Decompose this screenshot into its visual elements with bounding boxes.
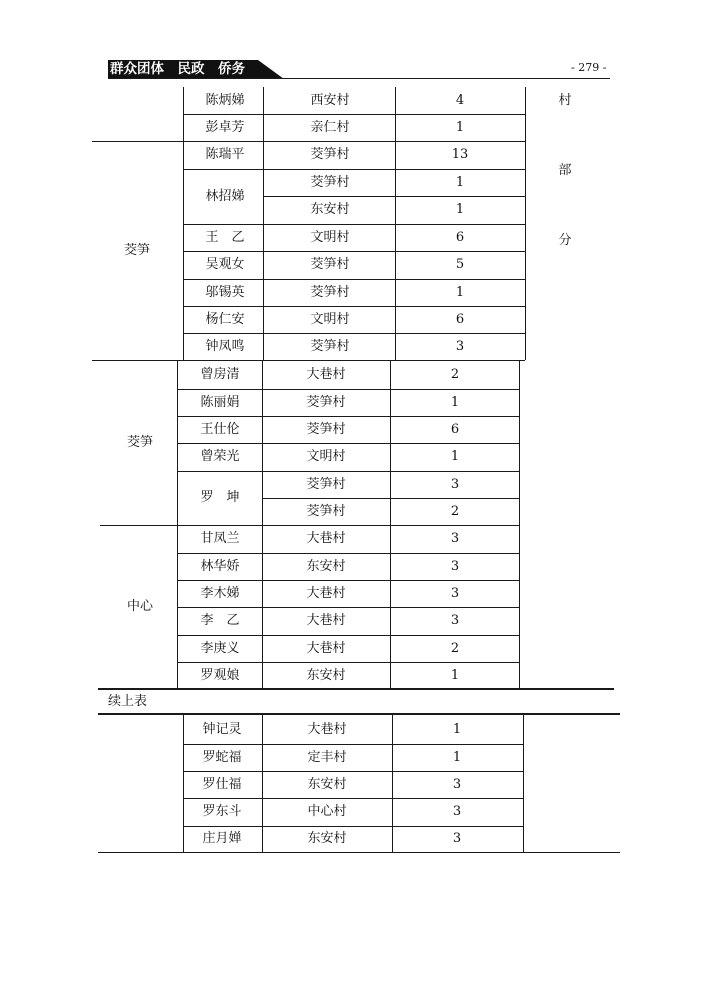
member-name: 李木娣 xyxy=(200,585,240,601)
member-name: 罗东斗 xyxy=(202,804,242,819)
village-name: 大巷村 xyxy=(306,531,346,546)
side-note-char: 村 xyxy=(558,93,572,108)
row-line xyxy=(183,114,525,115)
group-label: 中心 xyxy=(126,599,154,614)
village-name: 茭笋村 xyxy=(306,421,346,437)
member-count: 3 xyxy=(452,804,462,819)
member-name: 杨仁安 xyxy=(205,311,245,327)
village-name: 茭笋村 xyxy=(306,476,346,492)
row-line xyxy=(177,607,519,608)
village-name: 大巷村 xyxy=(306,367,346,382)
member-name: 庄月婵 xyxy=(202,831,242,846)
member-name: 曾荣光 xyxy=(200,449,240,464)
row-line xyxy=(183,251,525,252)
col-line-count-left xyxy=(392,715,393,852)
continued-table-top-rule xyxy=(98,713,620,715)
member-name: 罗 坤 xyxy=(200,490,240,505)
row-line xyxy=(177,635,519,636)
member-name: 罗蛇福 xyxy=(202,749,242,765)
member-count: 1 xyxy=(450,394,460,410)
village-name: 东安村 xyxy=(307,776,347,792)
member-count: 13 xyxy=(451,147,469,162)
village-name: 东安村 xyxy=(306,667,346,683)
member-count: 2 xyxy=(450,367,460,382)
village-name: 茭笋村 xyxy=(310,338,350,354)
village-name: 文明村 xyxy=(310,311,350,327)
member-count: 3 xyxy=(450,558,460,574)
member-name: 曾房清 xyxy=(200,367,240,382)
header-rule xyxy=(108,78,610,79)
village-name: 东安村 xyxy=(310,202,350,217)
village-name: 西安村 xyxy=(310,92,350,108)
col-line-count-right xyxy=(523,715,524,852)
village-name: 东安村 xyxy=(306,558,346,574)
member-name: 邬锡英 xyxy=(205,284,245,300)
row-line xyxy=(177,553,519,554)
col-line-name-left xyxy=(183,715,184,852)
member-count: 2 xyxy=(450,640,460,656)
member-count: 6 xyxy=(455,229,465,245)
member-name: 林招娣 xyxy=(205,188,245,204)
row-line xyxy=(183,169,525,170)
village-name: 茭笋村 xyxy=(310,147,350,162)
member-name: 李 乙 xyxy=(200,613,240,628)
group-divider-line xyxy=(100,525,177,526)
table-bottom-line xyxy=(92,360,525,361)
member-count: 1 xyxy=(455,119,465,135)
row-line xyxy=(183,771,523,772)
side-note-char: 部 xyxy=(558,163,572,178)
member-count: 6 xyxy=(455,311,465,327)
member-name: 甘凤兰 xyxy=(200,531,240,546)
village-name: 茭笋村 xyxy=(310,284,350,300)
table-bottom-rule xyxy=(98,688,614,690)
member-name: 彭卓芳 xyxy=(205,119,245,135)
row-line xyxy=(177,662,519,663)
member-count: 1 xyxy=(450,449,460,464)
member-name: 钟记灵 xyxy=(202,721,242,737)
page-number: - 279 - xyxy=(571,61,607,74)
village-name: 大巷村 xyxy=(306,640,346,656)
member-count: 3 xyxy=(450,476,460,492)
member-count: 1 xyxy=(455,174,465,190)
row-line xyxy=(177,525,519,526)
row-line xyxy=(263,196,525,197)
member-name: 王 乙 xyxy=(205,229,245,245)
member-count: 1 xyxy=(452,749,462,765)
village-name: 大巷村 xyxy=(306,585,346,601)
row-line xyxy=(183,333,525,334)
member-count: 1 xyxy=(455,284,465,300)
continued-table-bottom-rule xyxy=(98,852,620,853)
village-name: 亲仁村 xyxy=(310,119,350,135)
village-name: 东安村 xyxy=(307,831,347,846)
member-name: 陈瑞平 xyxy=(205,147,245,162)
member-name: 罗观娘 xyxy=(200,667,240,683)
member-count: 3 xyxy=(450,585,460,601)
village-name: 茭笋村 xyxy=(306,394,346,410)
member-name: 王仕伦 xyxy=(200,421,240,437)
member-count: 3 xyxy=(450,613,460,628)
header-section-title: 群众团体 民政 侨务 xyxy=(110,61,245,77)
row-line xyxy=(183,279,525,280)
row-line xyxy=(177,389,519,390)
row-line xyxy=(183,798,523,799)
side-note-char: 分 xyxy=(558,233,572,248)
continued-label: 续上表 xyxy=(108,694,148,709)
row-line xyxy=(177,580,519,581)
member-name: 李庚义 xyxy=(200,640,240,656)
village-name: 茭笋村 xyxy=(310,257,350,272)
group-label: 茭笋 xyxy=(123,242,151,258)
village-name: 茭笋村 xyxy=(310,174,350,190)
member-count: 2 xyxy=(450,503,460,519)
row-line xyxy=(183,306,525,307)
member-count: 3 xyxy=(452,776,462,792)
member-name: 林华娇 xyxy=(200,558,240,574)
col-line-village-left xyxy=(262,715,263,852)
member-name: 钟凤鸣 xyxy=(205,338,245,354)
group-label: 茭笋 xyxy=(126,435,154,450)
member-count: 6 xyxy=(450,421,460,437)
member-count: 1 xyxy=(455,202,465,217)
row-line xyxy=(183,826,523,827)
village-name: 大巷村 xyxy=(306,613,346,628)
village-name: 定丰村 xyxy=(307,749,347,765)
member-count: 4 xyxy=(455,92,465,108)
member-count: 1 xyxy=(452,721,462,737)
member-count: 3 xyxy=(452,831,462,846)
col-line-count-right xyxy=(525,87,526,360)
member-count: 3 xyxy=(455,338,465,354)
member-name: 陈丽娟 xyxy=(200,394,240,410)
member-count: 5 xyxy=(455,257,465,272)
village-name: 大巷村 xyxy=(307,721,347,737)
member-name: 吴观女 xyxy=(205,257,245,272)
member-name: 陈炳娣 xyxy=(205,92,245,108)
row-line xyxy=(183,141,525,142)
member-name: 罗仕福 xyxy=(202,776,242,792)
col-line-count-right xyxy=(519,361,520,689)
row-line xyxy=(177,443,519,444)
member-count: 1 xyxy=(450,667,460,683)
row-line xyxy=(177,416,519,417)
row-line xyxy=(183,224,525,225)
village-name: 茭笋村 xyxy=(306,503,346,519)
group-divider-line xyxy=(92,141,183,142)
row-line xyxy=(183,744,523,745)
row-line xyxy=(262,498,519,499)
village-name: 中心村 xyxy=(307,804,347,819)
village-name: 文明村 xyxy=(310,229,350,245)
row-line xyxy=(177,471,519,472)
member-count: 3 xyxy=(450,531,460,546)
village-name: 文明村 xyxy=(306,449,346,464)
